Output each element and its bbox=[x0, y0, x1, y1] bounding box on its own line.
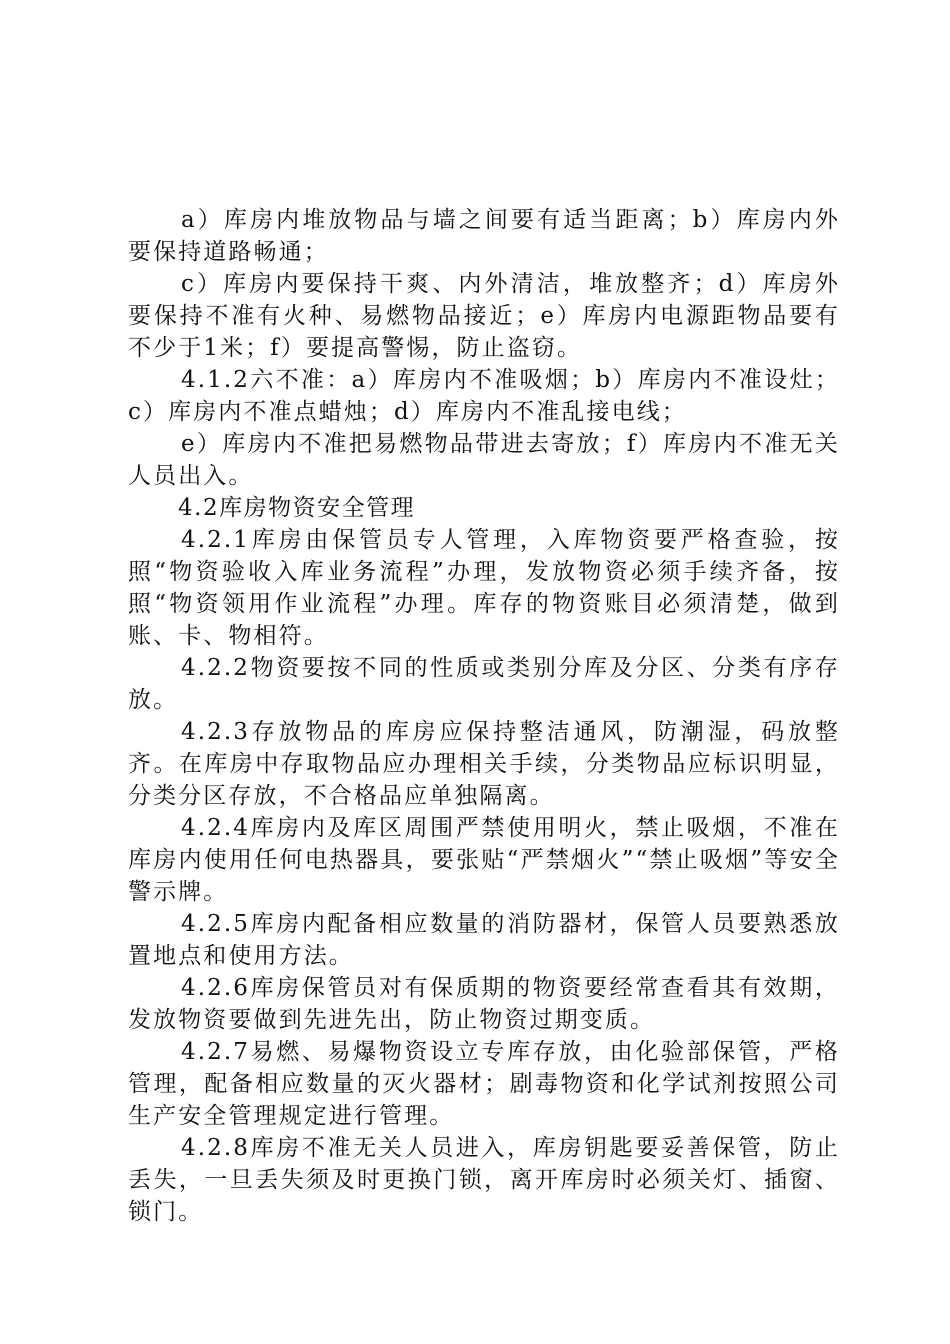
paragraph-4-2-1: 4.2.1库房由保管员专人管理，入库物资要严格查验，按照“物资验收入库业务流程”办理，发放物资必须手续齐备，按照“物资领用作业流程”办理。库存的物资账目必须清楚，做到账、卡、物相符。 bbox=[128, 527, 840, 649]
paragraph-4-1-2-ef: e）库房内不准把易燃物品带进去寄放；f）库房内不准无关人员出入。 bbox=[128, 431, 840, 489]
paragraph-4-1-1-cdef: c）库房内要保持干爽、内外清洁，堆放整齐；d）库房外要保持不准有火种、易燃物品接近；e）库房内电源距物品要有不少于1米；f）要提高警惕，防止盗窃。 bbox=[128, 271, 840, 361]
paragraph-4-2-6: 4.2.6库房保管员对有保质期的物资要经常查看其有效期，发放物资要做到先进先出，防止物资过期变质。 bbox=[128, 975, 840, 1033]
paragraph-4-2-8: 4.2.8库房不准无关人员进入，库房钥匙要妥善保管，防止丢失，一旦丢失须及时更换门锁，离开库房时必须关灯、插窗、锁门。 bbox=[128, 1135, 840, 1225]
paragraph-4-1-2-abcd: 4.1.2六不准：a）库房内不准吸烟；b）库房内不准设灶；c）库房内不准点蜡烛；d）库房内不准乱接电线； bbox=[128, 367, 840, 425]
paragraph-4-2-5: 4.2.5库房内配备相应数量的消防器材，保管人员要熟悉放置地点和使用方法。 bbox=[128, 911, 840, 969]
paragraph-4-2-4: 4.2.4库房内及库区周围严禁使用明火，禁止吸烟，不准在库房内使用任何电热器具，要张贴“严禁烟火”“禁止吸烟”等安全警示牌。 bbox=[128, 815, 840, 905]
document-page bbox=[128, 204, 840, 1228]
paragraph-4-2-7: 4.2.7易燃、易爆物资设立专库存放，由化验部保管，严格管理，配备相应数量的灭火器材；剧毒物资和化学试剂按照公司生产安全管理规定进行管理。 bbox=[128, 1039, 840, 1129]
section-heading-4-2: 4.2库房物资安全管理 bbox=[178, 495, 416, 521]
paragraph-4-2-3: 4.2.3存放物品的库房应保持整洁通风，防潮湿，码放整齐。在库房中存取物品应办理相关手续，分类物品应标识明显，分类分区存放，不合格品应单独隔离。 bbox=[128, 719, 840, 809]
paragraph-4-1-1-ab: a）库房内堆放物品与墙之间要有适当距离；b）库房内外要保持道路畅通； bbox=[128, 207, 840, 265]
paragraph-4-2-2: 4.2.2物资要按不同的性质或类别分库及分区、分类有序存放。 bbox=[128, 655, 840, 713]
